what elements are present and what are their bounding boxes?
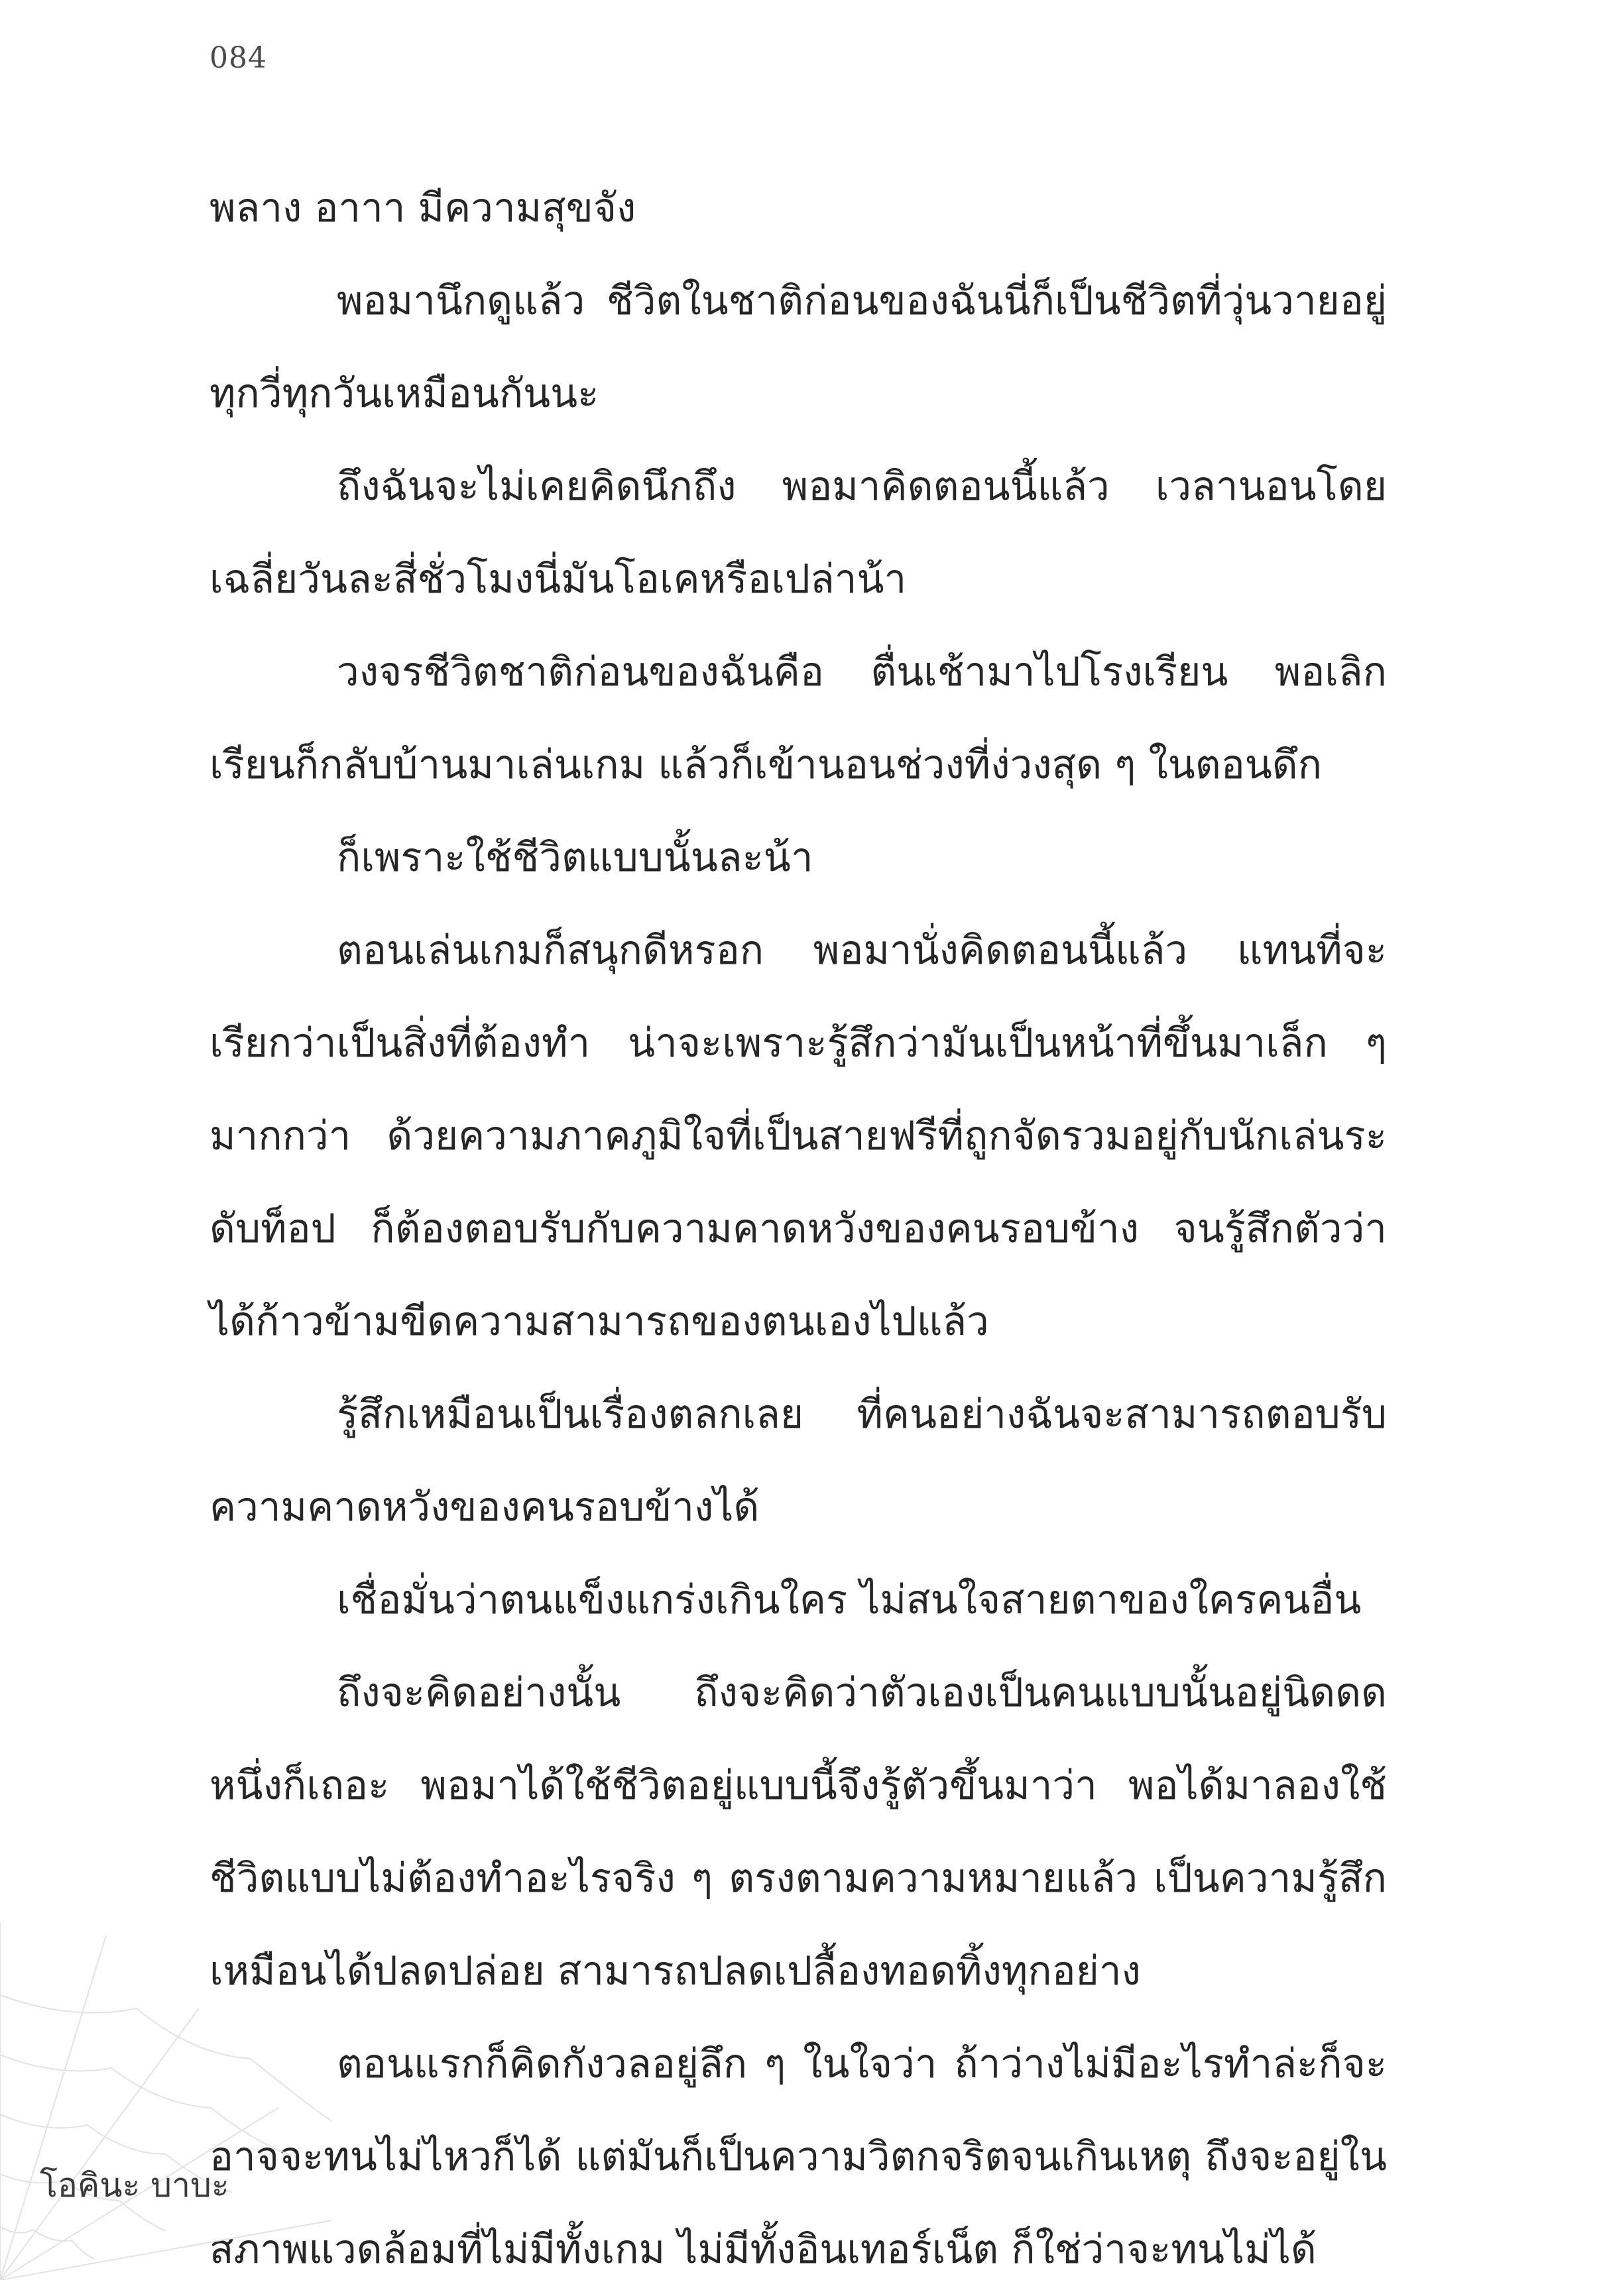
paragraph: พลาง อาาา มีความสุขจัง xyxy=(209,185,636,231)
paragraph: พอมานึกดูแล้ว ชีวิตในชาติก่อนของฉันนี่ก็เป็นชีวิตที่วุ่นวายอยู่ทุกวี่ทุกวันเหมือนกันนะ xyxy=(209,278,1387,417)
spiderweb-decoration xyxy=(0,1909,345,2280)
paragraph: วงจรชีวิตชาติก่อนของฉันคือ ตื่นเช้ามาไปโรงเรียน พอเลิกเรียนก็กลับบ้านมาเล่นเกม แล้วก็เข้านอนช่วงที่ง่วงสุด ๆ ในตอนดึก xyxy=(209,649,1387,788)
paragraph: ตอนเล่นเกมก็สนุกดีหรอก พอมานั่งคิดตอนนี้แล้ว แทนที่จะเรียกว่าเป็นสิ่งที่ต้องทำ น่าจะเพราะรู้สึกว่ามันเป็นหน้าที่ขึ้นมาเล็ก ๆ มากกว่า ด้วยความภาคภูมิใจที่เป็นสายฟรีที่ถูกจัดรวมอยู่กับนักเล่นระดับท็อป ก็ต้องตอบรับกับความคาดหวังของคนรอบข้าง จนรู้สึกตัวว่าได้ก้าวข้ามขีดความสามารถของตนเองไปแล้ว xyxy=(209,927,1387,1345)
footer-author: โอคินะ บาบะ xyxy=(40,2166,229,2205)
paragraph: ตอนแรกก็คิดกังวลอยู่ลึก ๆ ในใจว่า ถ้าว่างไม่มีอะไรทำล่ะก็จะอาจจะทนไม่ไหวก็ได้ แต่มันก็เป็นความวิตกจริตจนเกินเหตุ ถึงจะอยู่ในสภาพแวดล้อมที่ไม่มีทั้งเกม ไม่มีทั้งอินเทอร์เน็ต ก็ใช่ว่าจะทนไม่ได้ xyxy=(209,2041,1387,2273)
page-number: 084 xyxy=(209,41,267,75)
paragraph: เชื่อมั่นว่าตนแข็งแกร่งเกินใคร ไม่สนใจสายตาของใครคนอื่น xyxy=(337,1577,1362,1623)
paragraph: ก็เพราะใช้ชีวิตแบบนั้นละน้า xyxy=(337,834,813,881)
paragraph: ถึงจะคิดอย่างนั้น ถึงจะคิดว่าตัวเองเป็นคนแบบนั้นอยู่นิดดดหนึ่งก็เถอะ พอมาได้ใช้ชีวิตอยู่แบบนี้จึงรู้ตัวขึ้นมาว่า พอได้มาลองใช้ชีวิตแบบไม่ต้องทำอะไรจริง ๆ ตรงตามความหมายแล้ว เป็นความรู้สึกเหมือนได้ปลดปล่อย สามารถปลดเปลื้องทอดทิ้งทุกอย่าง xyxy=(209,1670,1387,1994)
body-text xyxy=(209,162,1387,2296)
paragraph: ถึงฉันจะไม่เคยคิดนึกถึง พอมาคิดตอนนี้แล้ว เวลานอนโดยเฉลี่ยวันละสี่ชั่วโมงนี่มันโอเคหรือเปล่าน้า xyxy=(209,463,1387,603)
paragraph: รู้สึกเหมือนเป็นเรื่องตลกเลย ที่คนอย่างฉันจะสามารถตอบรับความคาดหวังของคนรอบข้างได้ xyxy=(209,1391,1387,1530)
